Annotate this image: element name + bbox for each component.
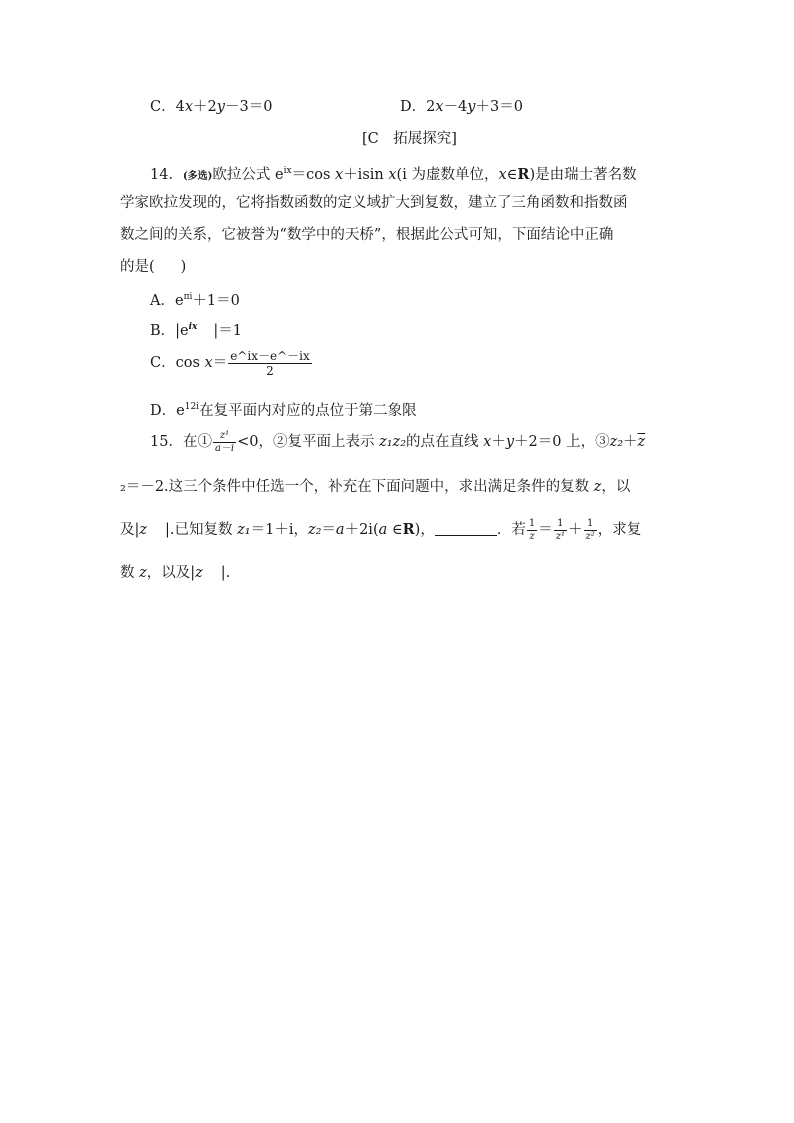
q15-line-1: 15．在① $\frac{\text{z¹}}{a-i}$ <0，②复平面上表示 z₁z₂的点在直线 x＋y＋2＝0 上，$③z_2+\overline{z}$ (150, 429, 646, 454)
q14-line-4: 的是( ) (120, 259, 187, 275)
q15-line-3: 及|z |.已知复数 z₁＝1＋i，z₂＝a＋2i(a ∈R)， ．若 $\frac{1}{z}$ ＝ $\frac{1}{\text{z¹}}$ ＋ $\frac{1}{\text{z²}}$ ，求复 (120, 517, 642, 542)
q15-line-4: 数 z，以及|z |. (120, 565, 231, 581)
q15-number: 15． (150, 434, 183, 450)
section-heading: [C 拓展探究] (362, 131, 457, 147)
answer-blank[interactable] (435, 521, 497, 536)
q13-option-d: D．2x－4y＋3＝0 (400, 99, 523, 115)
q14-option-d: D．$e^{12i}$在复平面内对应的点位于第二象限 (150, 402, 417, 419)
q14-line-3: 数之间的关系，它被誉为“数学中的天桥”，根据此公式可知，下面结论中正确 (120, 227, 614, 243)
fraction: $\frac{1}{\text{z²}}$ (585, 517, 595, 542)
q14-line-1: 14．(多选)欧拉公式 $e^{ix}=\cos$ x＋isin x(i 为虚数单位，x∈R)是由瑞士著名数 (150, 166, 637, 183)
fraction: $\frac{e\^{}ix-e\^{}-ix}{2}$ (230, 348, 310, 378)
q13-option-c: C．4x＋2y－3＝0 (150, 99, 273, 115)
fraction: $\frac{1}{\text{z¹}}$ (555, 517, 565, 542)
fraction: $\frac{1}{z}$ (528, 517, 536, 542)
q14-line-2: 学家欧拉发现的，它将指数函数的定义域扩大到复数，建立了三角函数和指数函 (120, 195, 628, 211)
q14-option-c: C．cos x＝ $\frac{e\^{}ix-e\^{}-ix}{2}$ (150, 348, 310, 378)
q15-line-2: ₂＝－2.这三个条件中任选一个，补充在下面问题中，求出满足条件的复数 z，以 (120, 479, 631, 495)
q14-number: 14． (150, 167, 183, 183)
q14-option-b: B．$|e^{ix}$ |＝1 (150, 322, 243, 339)
q14-option-a: A．$e^{\pi i}+1=0$ (150, 292, 240, 309)
multi-select-tag: (多选) (182, 171, 213, 182)
fraction: $\frac{\text{z¹}}{a-i}$ (214, 429, 235, 454)
